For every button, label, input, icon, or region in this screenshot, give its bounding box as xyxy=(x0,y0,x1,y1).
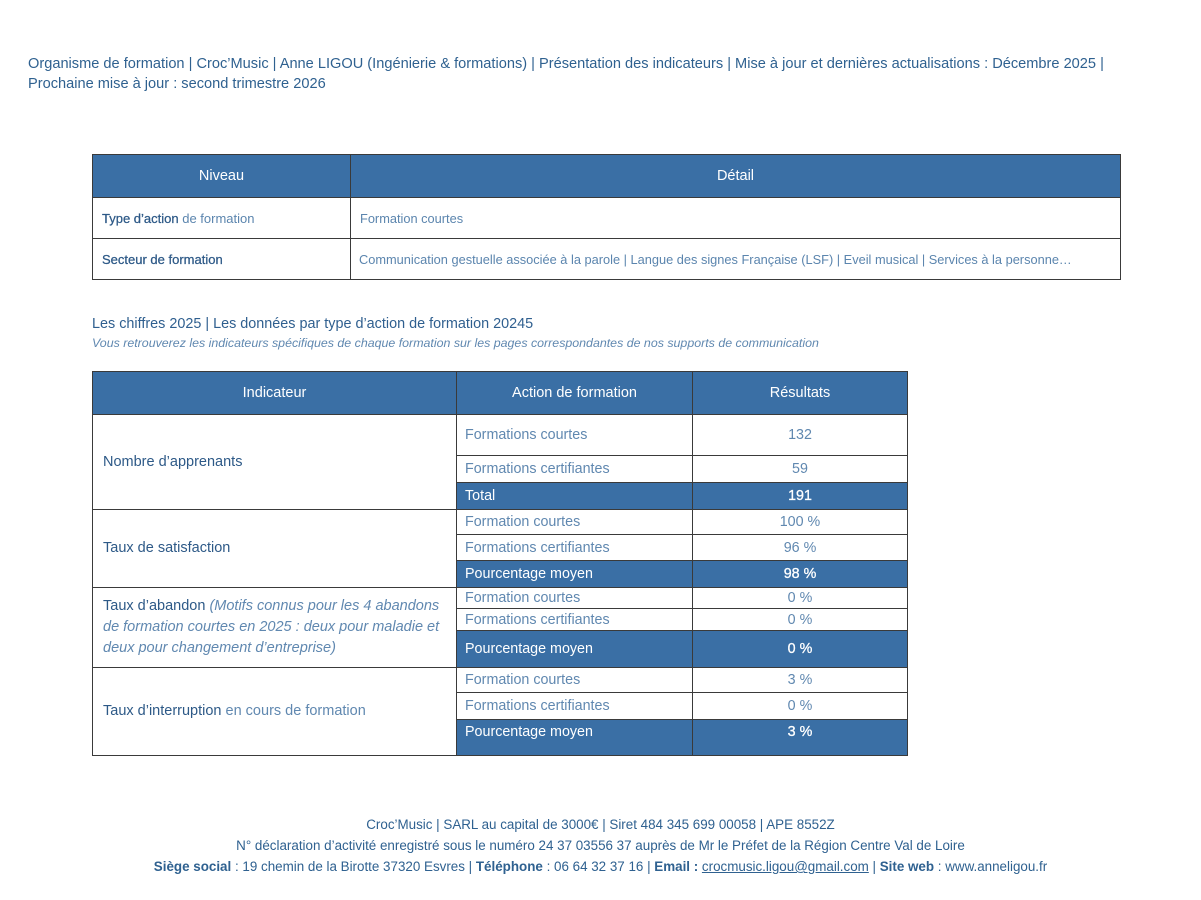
indicator-strong: Nombre d’apprenants xyxy=(103,453,243,470)
website-value: : www.anneligou.fr xyxy=(934,859,1048,874)
label-rest: de formation xyxy=(178,210,255,226)
result-cell: 132 xyxy=(693,415,908,456)
action-cell: Formations certifiantes xyxy=(457,456,693,483)
document-footer xyxy=(0,814,1201,877)
table-header-row xyxy=(93,372,908,415)
section-subtitle: Vous retrouverez les indicateurs spécifiques de chaque formation sur les pages correspondantes de nos supports de communication xyxy=(92,336,819,350)
column-header-indicateur: Indicateur xyxy=(93,372,457,415)
action-cell: Formation courtes xyxy=(457,510,693,535)
indicator-strong: Taux d’abandon xyxy=(103,598,206,614)
column-header-action: Action de formation xyxy=(457,372,693,415)
action-cell: Pourcentage moyen xyxy=(457,720,693,756)
telephone-label: Téléphone xyxy=(475,859,543,874)
footer-company-line: Croc’Music | SARL au capital de 3000€ | Siret 484 345 699 00058 | APE 8552Z xyxy=(366,817,835,832)
table-row xyxy=(93,668,908,693)
action-cell: Formations certifiantes xyxy=(457,693,693,720)
result-cell: 0 % xyxy=(693,588,908,609)
table-row xyxy=(93,239,1121,280)
siege-value: : 19 chemin de la Birotte 37320 Esvres | xyxy=(231,859,476,874)
row-detail: Communication gestuelle associée à la parole | Langue des signes Française (LSF) | Eveil musical | Services à la personne… xyxy=(351,239,1121,280)
label-strong: Type d’action xyxy=(102,210,179,226)
indicator-note: (Motifs connus pour les 4 abandons de formation courtes en 2025 : deux pour maladie et deux pour changement d’entreprise) xyxy=(103,598,440,656)
action-cell: Formations courtes xyxy=(457,415,693,456)
action-cell: Formations certifiantes xyxy=(457,535,693,561)
action-cell: Pourcentage moyen xyxy=(457,631,693,668)
result-cell: 191 xyxy=(693,483,908,510)
email-link[interactable]: crocmusic.ligou@gmail.com xyxy=(701,859,869,874)
table-row xyxy=(93,415,908,456)
result-cell: 100 % xyxy=(693,510,908,535)
indicator-cell xyxy=(93,588,457,668)
indicator-strong: Taux de satisfaction xyxy=(103,540,231,556)
table-header-row xyxy=(93,155,1121,198)
email-label: Email : xyxy=(654,859,699,874)
indicator-cell xyxy=(93,668,457,756)
indicators-table xyxy=(92,371,908,756)
footer-contact-line xyxy=(0,856,1201,877)
result-cell: 59 xyxy=(693,456,908,483)
telephone-value: : 06 64 32 37 16 | xyxy=(542,859,655,874)
column-header-detail: Détail xyxy=(351,155,1121,198)
indicator-cell xyxy=(93,510,457,588)
indicator-cell xyxy=(93,415,457,510)
row-label xyxy=(93,198,351,239)
document-header: Organisme de formation | Croc’Music | Anne LIGOU (Ingénierie & formations) | Présentation des indicateurs | Mise à jour et dernières actualisations : Décembre 2025 | Prochaine mise à jour : second trimestre 2026 xyxy=(28,56,1104,92)
column-header-resultats: Résultats xyxy=(693,372,908,415)
separator: | xyxy=(868,859,880,874)
footer-declaration-line: N° déclaration d’activité enregistré sous le numéro 24 37 03556 37 auprès de Mr le Préfet de la Région Centre Val de Loire xyxy=(236,838,965,853)
result-cell: 3 % xyxy=(693,668,908,693)
result-cell: 3 % xyxy=(693,720,908,756)
action-cell: Formations certifiantes xyxy=(457,609,693,631)
level-detail-table xyxy=(92,154,1121,280)
section-title: Les chiffres 2025 | Les données par type d’action de formation 20245 xyxy=(92,316,534,332)
action-cell: Formation courtes xyxy=(457,668,693,693)
row-detail: Formation courtes xyxy=(351,198,1121,239)
action-cell: Total xyxy=(457,483,693,510)
website-label: Site web xyxy=(879,859,935,874)
action-cell: Pourcentage moyen xyxy=(457,561,693,588)
result-cell: 98 % xyxy=(693,561,908,588)
column-header-niveau: Niveau xyxy=(93,155,351,198)
indicator-rest: en cours de formation xyxy=(221,703,366,719)
indicator-strong: Taux d’interruption xyxy=(103,703,222,719)
result-cell: 0 % xyxy=(693,609,908,631)
action-cell: Formation courtes xyxy=(457,588,693,609)
table-row xyxy=(93,588,908,609)
row-label xyxy=(93,239,351,280)
table-row xyxy=(93,198,1121,239)
result-cell: 0 % xyxy=(693,631,908,668)
table-row xyxy=(93,510,908,535)
result-cell: 96 % xyxy=(693,535,908,561)
siege-label: Siège social xyxy=(153,859,232,874)
result-cell: 0 % xyxy=(693,693,908,720)
label-strong: Secteur de formation xyxy=(102,251,223,267)
